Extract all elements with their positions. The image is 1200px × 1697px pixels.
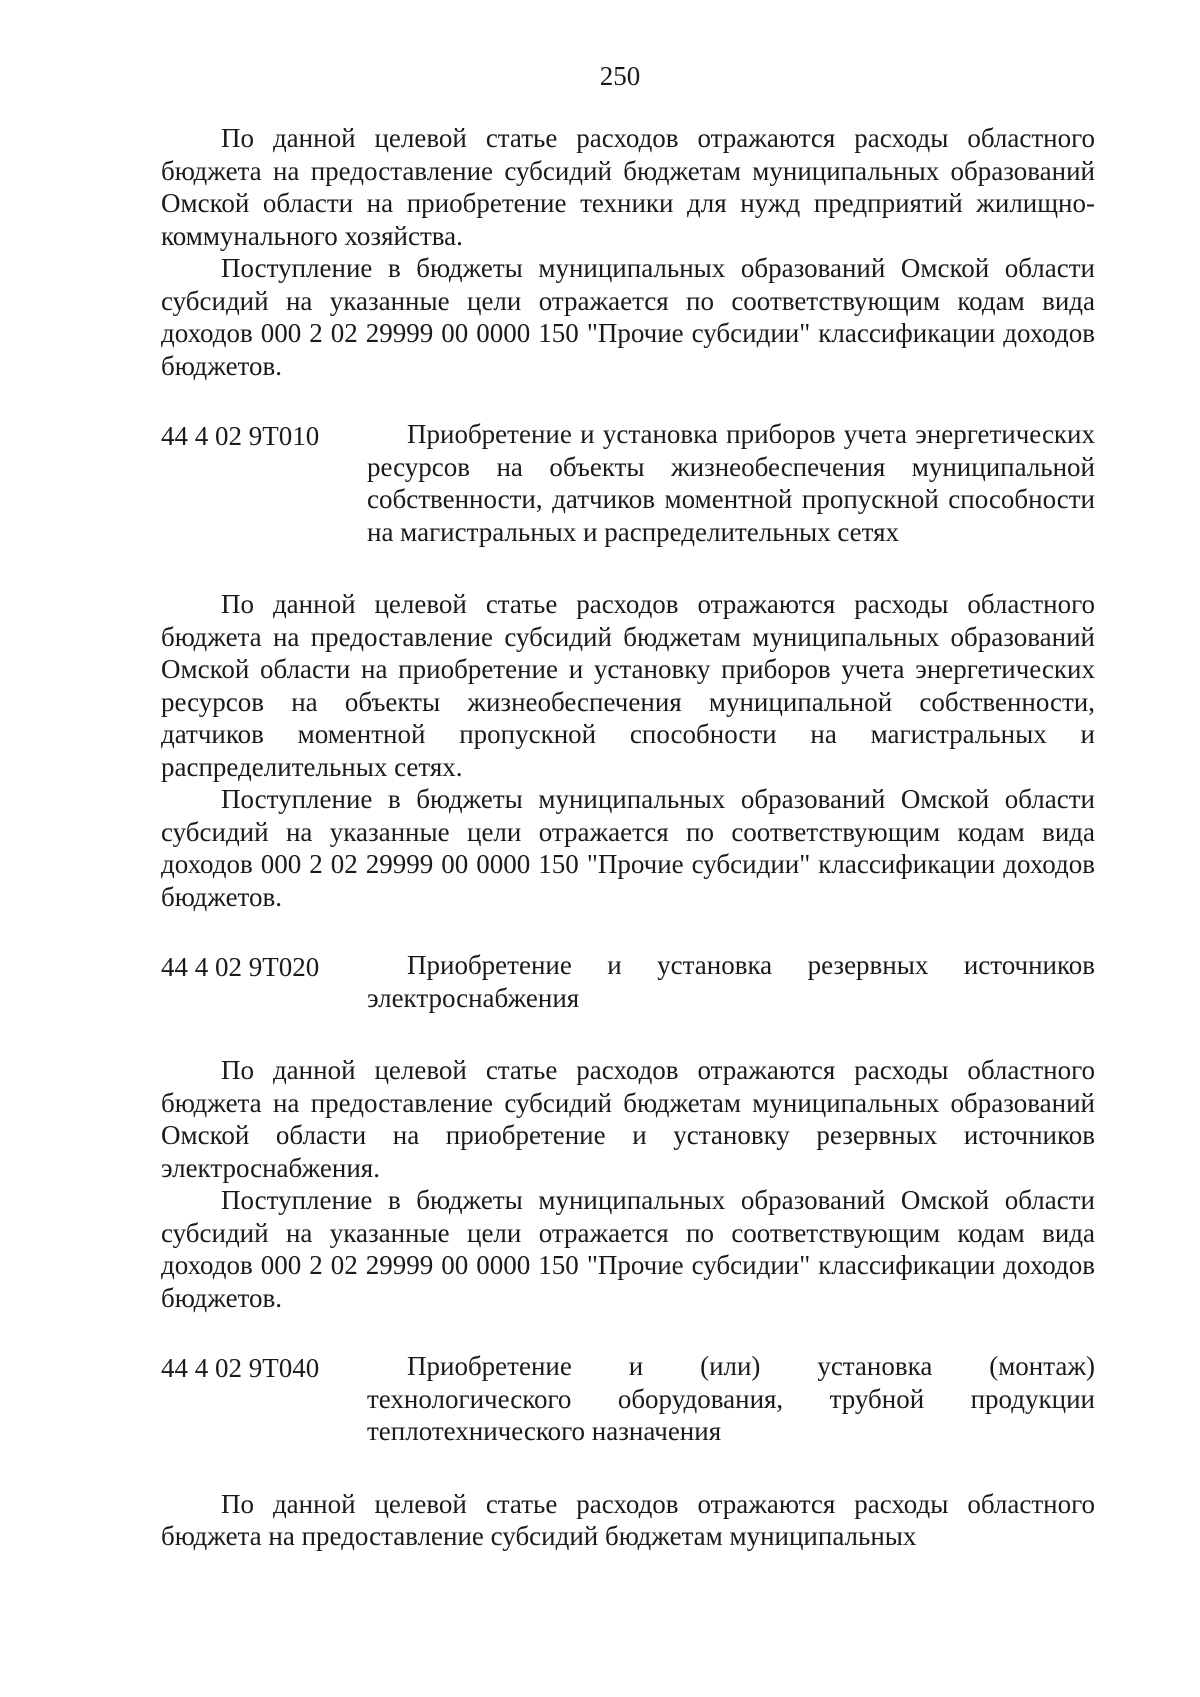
paragraph-receipt: Поступление в бюджеты муниципальных образований Омской области субсидий на указанные цели отражается по соответствующим кодам вида доходов 000 2 02 29999 00 0000 150 "Прочие субсидии" классификации доходов бюджетов. — [161, 1185, 1095, 1313]
paragraph-receipt: Поступление в бюджеты муниципальных образований Омской области субсидий на указанные цели отражается по соответствующим кодам вида доходов 000 2 02 29999 00 0000 150 "Прочие субсидии" классификации доходов бюджетов. — [161, 784, 1095, 912]
paragraph-description: По данной целевой статье расходов отражаются расходы областного бюджета на предоставление субсидий бюджетам муниципальных образований Омской области на приобретение и установку резервных источников электроснабжения. — [161, 1055, 1095, 1183]
page-content — [161, 122, 1095, 1553]
entry-code: 44 4 02 9Т020 — [161, 952, 320, 982]
entry-code: 44 4 02 9Т040 — [161, 1353, 320, 1383]
entry-code: 44 4 02 9Т010 — [161, 421, 320, 451]
budget-entry — [161, 418, 1095, 548]
paragraph-description: По данной целевой статье расходов отражаются расходы областного бюджета на предоставление субсидий бюджетам муниципальных — [161, 1488, 1095, 1551]
paragraph-description: По данной целевой статье расходов отражаются расходы областного бюджета на предоставление субсидий бюджетам муниципальных образований Омской области на приобретение и установку приборов учета энергетических ресурсов на объекты жизнеобеспечения муниципальной собственности, датчиков моментной пропускной способности на магистральных и распределительных сетях. — [161, 589, 1095, 782]
paragraph-description: По данной целевой статье расходов отражаются расходы областного бюджета на предоставление субсидий бюджетам муниципальных образований Омской области на приобретение техники для нужд предприятий жилищно-коммунального хозяйства. — [161, 123, 1095, 251]
paragraph-receipt: Поступление в бюджеты муниципальных образований Омской области субсидий на указанные цели отражается по соответствующим кодам вида доходов 000 2 02 29999 00 0000 150 "Прочие субсидии" классификации доходов бюджетов. — [161, 253, 1095, 381]
entry-title: Приобретение и установка приборов учета энергетических ресурсов на объекты жизнеобеспечения муниципальной собственности, датчиков моментной пропускной способности на магистральных и распределительных сетях — [367, 419, 1095, 547]
budget-entry — [161, 1350, 1095, 1448]
entry-title: Приобретение и (или) установка (монтаж) технологического оборудования, трубной продукции теплотехнического назначения — [367, 1351, 1095, 1446]
budget-entry — [161, 949, 1095, 1014]
entry-title: Приобретение и установка резервных источников электроснабжения — [367, 950, 1095, 1013]
page-number: 250 — [599, 61, 641, 91]
